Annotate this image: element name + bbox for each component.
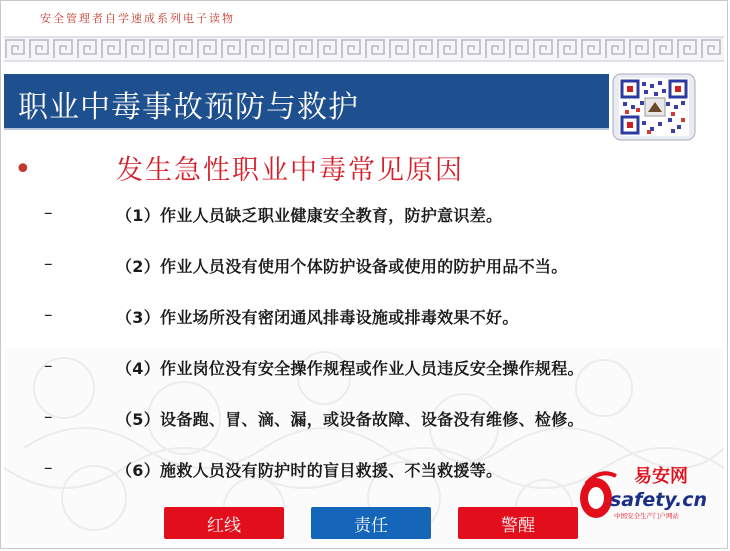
list-item	[0, 254, 700, 284]
logo-brand-en: safety.cn	[610, 489, 708, 511]
list-item	[0, 305, 700, 335]
list-dash: –	[44, 407, 53, 427]
list-item-text: （2）作业人员没有使用个体防护设备或使用的防护用品不当。	[116, 257, 568, 276]
list-item-text: （6）施救人员没有防护时的盲目救援、不当救援等。	[116, 461, 503, 480]
list-item-text: （3）作业场所没有密闭通风排毒设施或排毒效果不好。	[116, 308, 519, 327]
qr-code-icon	[611, 72, 697, 142]
series-caption: 安全管理者自学速成系列电子读物	[40, 12, 235, 25]
list-dash: –	[44, 305, 53, 325]
list-item-text: （1）作业人员缺乏职业健康安全教育，防护意识差。	[116, 206, 503, 225]
alert-button[interactable]: 警醒	[458, 507, 578, 539]
list-item-text: （5）设备跑、冒、滴、漏，或设备故障、设备没有维修、检修。	[116, 410, 584, 429]
list-item	[0, 407, 700, 437]
responsibility-button[interactable]: 责任	[311, 507, 431, 539]
meander-border	[4, 36, 724, 62]
title-bar	[4, 74, 609, 130]
section-heading: 发生急性职业中毒常见原因	[116, 155, 464, 186]
heading-bullet: •	[14, 152, 32, 187]
list-item-text: （4）作业岗位没有安全操作规程或作业人员违反安全操作规程。	[116, 359, 584, 378]
list-item	[0, 203, 700, 233]
safety-logo-icon	[576, 460, 722, 522]
page-title: 职业中毒事故预防与救护	[18, 90, 359, 125]
list-dash: –	[44, 203, 53, 223]
logo-tagline: 中国安全生产门户网站	[614, 512, 679, 520]
logo-brand-cn: 易安网	[634, 466, 688, 487]
red-line-button[interactable]: 红线	[164, 507, 284, 539]
list-dash: –	[44, 356, 53, 376]
list-dash: –	[44, 458, 53, 478]
list-dash: –	[44, 254, 53, 274]
list-item	[0, 356, 700, 386]
